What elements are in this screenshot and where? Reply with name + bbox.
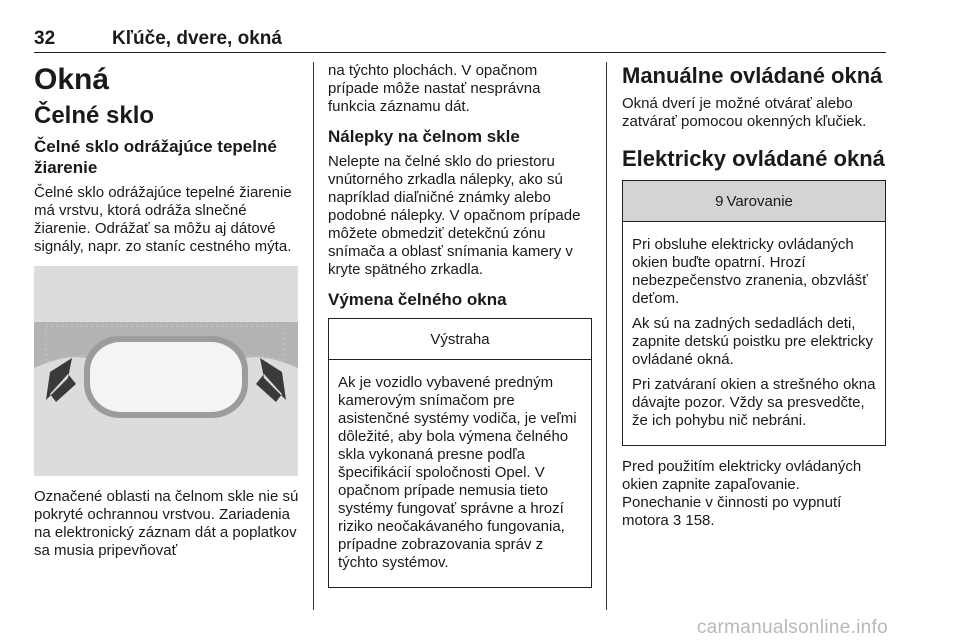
body-text: Ponechanie v činnosti po vypnutí motora 3 158.: [622, 494, 842, 529]
rearview-mirror-icon: [84, 336, 248, 418]
subsection-heading: Výmena čelného okna: [328, 290, 507, 309]
body-text: Označené oblasti na čelnom skle nie sú pokryté ochrannou vrstvou. Zariadenia na elektronický záznam dát a poplatkov sa musia pripevňovať: [34, 488, 299, 559]
page-number: 32: [34, 28, 56, 49]
column-2: [328, 62, 592, 588]
section-title: Manuálne ovládané okná: [622, 63, 883, 88]
running-title: Kľúče, dvere, okná: [112, 28, 282, 49]
warning-title: Varovanie: [726, 192, 793, 210]
watermark: carmanualsonline.info: [696, 617, 888, 638]
warning-header: [623, 181, 885, 222]
body-text: Pred použitím elektricky ovládaných okien zapnite zapaľovanie.: [622, 458, 862, 493]
chapter-title: Okná: [34, 63, 110, 96]
warning-box: [622, 180, 886, 446]
section-title: Elektricky ovládané okná: [622, 146, 885, 171]
body-text: Okná dverí je možné otvárať alebo zatvárať pomocou okenných kľučiek.: [622, 95, 867, 130]
warning-icon: 9: [715, 192, 724, 210]
windshield-illustration: [34, 266, 298, 476]
arrow-icon: [46, 358, 76, 402]
page-header: [34, 28, 886, 53]
warning-text: Ak sú na zadných sedadlách deti, zapnite detskú poistku pre elektricky ovládané okná.: [632, 315, 873, 368]
caution-title: Výstraha: [329, 319, 591, 360]
warning-text: Pri obsluhe elektricky ovládaných okien buďte opatrní. Hrozí nebezpečenstvo zranenia, obzvlášť deťom.: [632, 236, 868, 307]
body-text: na týchto plochách. V opačnom prípade môže nastať nesprávna funkcia záznamu dát.: [328, 62, 541, 115]
caution-text: Ak je vozidlo vybavené predným kamerovým snímačom pre asistenčné systémy vodiča, je veľmi dôležité, aby bola výmena čelného skla vykonaná presne podľa špecifikácií spoločnosti Opel. V opačnom prípade nemusia tieto systémy fungovať správne a hrozí riziko neočakávaného fungovania, prípadne zobrazovania správ z týchto systémov.: [338, 374, 577, 571]
subsection-heading: Nálepky na čelnom skle: [328, 127, 520, 146]
body-text: Čelné sklo odrážajúce tepelné žiarenie má vrstvu, ktorá odráža slnečné žiarenie. Odrážať sa môžu aj dátové signály, napr. zo staníc cestného mýta.: [34, 184, 292, 255]
column-divider: [606, 62, 607, 610]
caution-box: [328, 318, 592, 588]
column-3: [622, 62, 886, 540]
arrow-icon: [256, 358, 286, 402]
column-1: [34, 62, 300, 570]
section-title: Čelné sklo: [34, 102, 155, 129]
warning-text: Pri zatváraní okien a strešného okna dávajte pozor. Vždy sa presvedčte, že ich pohybu nič nebráni.: [632, 376, 876, 429]
body-text: Nelepte na čelné sklo do priestoru vnútorného zrkadla nálepky, ako sú napríklad diaľničné známky alebo podobné nálepky. V opačnom prípade môžete obmedziť detekčnú zónu snímača a oblasť snímania kamery v kryte spätného zrkadla.: [328, 153, 581, 278]
column-divider: [313, 62, 314, 610]
windshield-figure: [34, 266, 298, 476]
subsection-heading: Čelné sklo odrážajúce tepelné žiarenie: [34, 137, 277, 177]
